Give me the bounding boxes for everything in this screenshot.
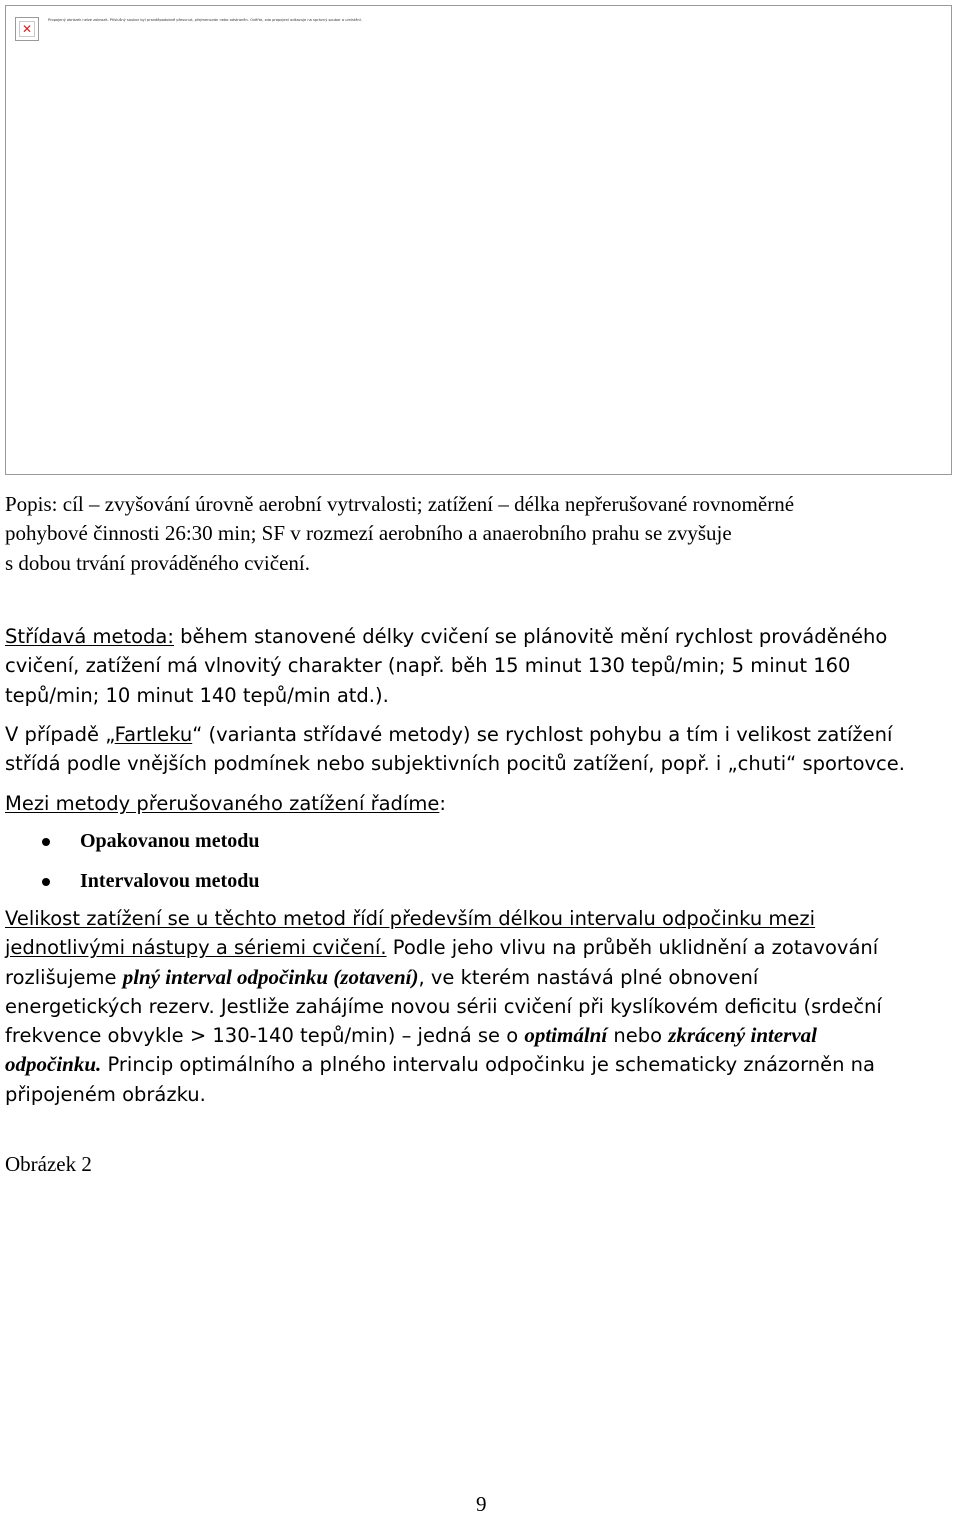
popis-line-3: s dobou trvání prováděného cvičení.: [5, 550, 310, 575]
fartlek-paragraph: [5, 720, 960, 779]
stridava-term: Střídavá metoda:: [5, 625, 174, 648]
velikost-paragraph: [5, 904, 960, 1109]
term-shortened-2: odpočinku.: [5, 1052, 102, 1077]
list-item: [0, 866, 400, 896]
popis-paragraph: [5, 490, 960, 578]
velikost-line-5-start: frekvence obvykle > 130-140 tepů/min) – jedná se o: [5, 1024, 525, 1048]
velikost-line-3: , ve kterém nastává plné obnovení: [418, 965, 759, 989]
list-item: [0, 826, 400, 856]
velikost-line-5-mid: nebo: [607, 1024, 669, 1048]
mezi-heading-text: Mezi metody přerušovaného zatížení řadíme: [5, 792, 440, 815]
figure-caption: Obrázek 2: [5, 1152, 92, 1176]
stridava-line-2: cvičení, zatížení má vlnovitý charakter (např. běh 15 minut 130 tepů/min; 5 minut 160: [5, 654, 851, 678]
velikost-line-4: energetických rezerv. Jestliže zahájíme novou sérii cvičení při kyslíkovém deficitu (srdeční: [5, 994, 882, 1018]
fartlek-term: Fartleku: [114, 723, 193, 746]
mezi-heading: [5, 789, 960, 818]
velikost-line-7: připojeném obrázku.: [5, 1082, 206, 1106]
page-number: 9: [476, 1492, 487, 1516]
fartlek-line-start: V případě „: [5, 723, 115, 746]
stridava-line-1: během stanovené délky cvičení se plánovitě mění rychlost prováděného: [173, 625, 888, 648]
term-shortened-1: zkrácený interval: [668, 1023, 817, 1048]
broken-image-icon: ✕: [15, 17, 39, 41]
broken-image-frame: [5, 5, 952, 475]
velikost-line-6: Princip optimálního a plného intervalu odpočinku je schematicky znázorněn na: [101, 1053, 875, 1077]
velikost-underlined-2: jednotlivými nástupy a sériemi cvičení.: [5, 936, 387, 960]
stridava-line-3: tepů/min; 10 minut 140 tepů/min atd.).: [5, 683, 389, 707]
fartlek-line-1: “ (varianta střídavé metody) se rychlost pohybu a tím i velikost zatížení: [192, 723, 893, 746]
list-item-label: Opakovanou metodu: [80, 830, 260, 852]
velikost-line-3-start: rozlišujeme: [5, 965, 123, 989]
fartlek-line-2: střídá podle vnějších podmínek nebo subjektivních pocitů zatížení, popř. i „chuti“ sportovce.: [5, 752, 905, 776]
term-full-interval: plný interval odpočinku (zotavení): [122, 964, 419, 989]
mezi-colon: :: [439, 792, 446, 815]
term-optimal: optimální: [524, 1023, 608, 1048]
popis-line-2: pohybové činnosti 26:30 min; SF v rozmezí aerobního a anaerobního prahu se zvyšuje: [5, 521, 732, 546]
list-item-label: Intervalovou metodu: [80, 870, 260, 892]
velikost-line-2: Podle jeho vlivu na průběh uklidnění a zotavování: [386, 936, 879, 960]
bullet-icon: [42, 838, 50, 846]
bullet-icon: [42, 878, 50, 886]
velikost-underlined-1: Velikost zatížení se u těchto metod řídí především délkou intervalu odpočinku mezi: [5, 907, 816, 930]
popis-line-1: Popis: cíl – zvyšování úrovně aerobní vytrvalosti; zatížení – délka nepřerušované rovnoměrné: [5, 492, 795, 516]
broken-image-message: Propojený obrázek nelze zobrazit. Příslušný soubor byl pravděpodobně přesunut, přejmenován nebo odstraněn. Ověřte, zda propojení odkazuje na správný soubor a umístění.: [48, 18, 362, 22]
stridava-paragraph: [5, 622, 960, 710]
